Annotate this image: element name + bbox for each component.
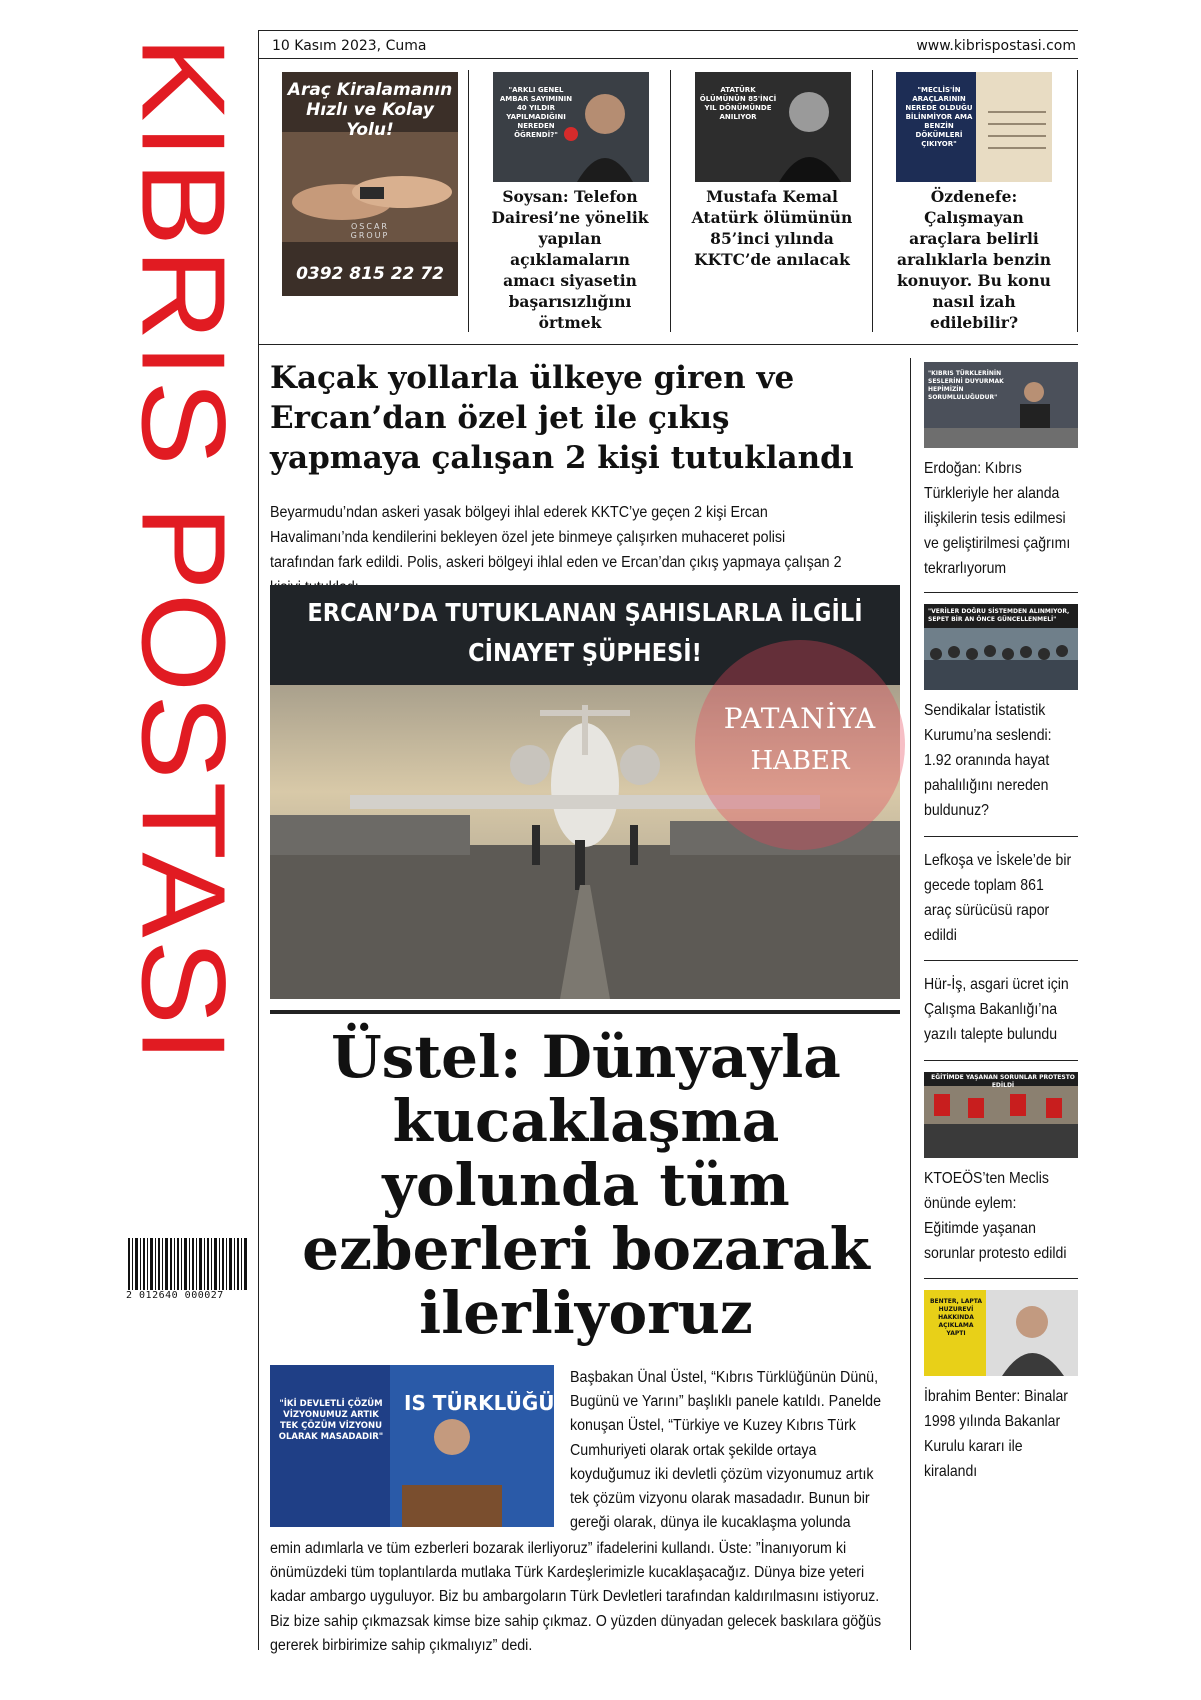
- ad-headline: Araç Kiralamanın Hızlı ve Kolay Yolu!: [287, 80, 453, 140]
- teaser-3-photo-caption: "MECLİS'İN ARAÇLARININ NEREDE OLDUĞU BİLİNMİYOR AMA BENZİN DÖKÜMLERİ ÇIKIYOR": [905, 86, 973, 148]
- watermark-line-1: PATANİYA: [723, 702, 877, 735]
- masthead: [116, 36, 252, 1236]
- ad-phone: 0392 815 22 72: [296, 264, 444, 284]
- speaker-at-podium-image: [270, 1365, 572, 1527]
- sidebar-4-title[interactable]: Hür-İş, asgari ücret için Çalışma Bakanlığı’na yazılı talepte bulundu: [924, 976, 1069, 1043]
- sidebar-2-photo[interactable]: [924, 604, 1078, 690]
- main-headline[interactable]: Üstel: Dünyayla kucaklaşma yolunda tüm ezberleri bozarak ilerliyoruz: [302, 1023, 870, 1347]
- teaser-2-photo[interactable]: [695, 72, 851, 182]
- sidebar-divider: [924, 1278, 1078, 1279]
- barcode: [128, 1238, 248, 1290]
- frame-top-rule: [258, 30, 1078, 31]
- sidebar-2-photo-caption: "VERİLER DOĞRU SİSTEMDEN ALINMIYOR, SEPET BİR AN ÖNCE GÜNCELLENMELİ": [928, 608, 1070, 623]
- teaser-2-photo-caption: ATATÜRK ÖLÜMÜNÜN 85'İNCİ YIL DÖNÜMÜNDE ANILIYOR: [699, 86, 777, 121]
- sidebar-divider: [924, 836, 1078, 837]
- ad-brand-logo: OSCAR GROUP: [350, 222, 390, 240]
- teaser-3-headline[interactable]: Özdenefe: Çalışmayan araçlara belirli aralıklarla benzin konuyor. Bu konu nasıl izah edilebilir?: [896, 187, 1052, 332]
- teaser-1-headline[interactable]: Soysan: Telefon Dairesi’ne yönelik yapılan açıklamaların amacı siyasetin başarısızlığını örtmek: [491, 187, 649, 332]
- sidebar-5-title[interactable]: KTOEÖS’ten Meclis önünde eylem: Eğitimde yaşanan sorunlar protesto edildi: [924, 1170, 1067, 1262]
- sidebar-1-photo-caption: "KIBRIS TÜRKLERİNİN SESLERİNİ DUYURMAK HEPİMİZİN SORUMLULUĞUDUR": [928, 370, 1004, 401]
- sidebar-divider: [924, 1060, 1078, 1061]
- sidebar-6-photo-caption: BENTER, LAPTA HUZUREVİ HAKKINDA AÇIKLAMA YAPTI: [929, 1298, 983, 1337]
- lead-body: Beyarmudu’ndan askeri yasak bölgeyi ihlal ederek KKTC’ye geçen 2 kişi Ercan Havalimanı’nda kendilerini bekleyen özel jete binmeye çalışırken muhaceret polisi tarafından fark edildi. Polis, askeri bölgeyi ihlal eden ve Ercan’dan çıkış yapmaya çalışan 2: [270, 504, 842, 571]
- section-rule: [258, 344, 1078, 345]
- sidebar-divider: [924, 960, 1078, 961]
- teaser-2-headline[interactable]: Mustafa Kemal Atatürk ölümünün 85’inci yılında KKTC’de anılacak: [691, 187, 853, 269]
- sidebar-5-photo-caption: EĞİTİMDE YAŞANAN SORUNLAR PROTESTO EDİLDİ: [931, 1074, 1075, 1089]
- teaser-1-photo-caption: "ARKLI GENEL AMBAR SAYIMININ 40 YILDIR YAPILMADIĞINI NEREDEN ÖĞRENDİ?": [499, 86, 573, 139]
- main-body-bottom: emin adımlarla ve tüm ezberleri bozarak ilerliyoruz” ifadelerini kullandı. Üste: ”İnanıyorum ki önümüzdeki tüm toplantılarda mutlaka Türk Kardeşlerimizle kucaklaşacağız. Dünya bize yeteri kadar ambargo uyguluyor. Biz bu ambargoların Türk Devletleri tarafından kaldırılmasını istiyoruz. Biz bize sahip çıkmazsak kimse bize sahip çıkmaz. O yüzden dünyadan gelecek baskılara göğüs gererek birbirimize sahip çıkmalıyız” dedi.: [270, 1540, 882, 1654]
- teaser-3-photo[interactable]: [896, 72, 1052, 182]
- panel-backdrop-text: IS TÜRKLÜĞÜN: [404, 1391, 572, 1415]
- main-photo[interactable]: [270, 1365, 572, 1527]
- column-rule: [670, 70, 671, 332]
- sidebar-3-title[interactable]: Lefkoşa ve İskele’de bir gecede toplam 861 araç sürücüsü rapor edildi: [924, 852, 1072, 944]
- watermark-line-2: HABER: [750, 746, 850, 776]
- website-link[interactable]: www.kibrispostasi.com: [916, 38, 1076, 54]
- main-body-right: Başbakan Ünal Üstel, “Kıbrıs Türklüğünün Dünü, Bugünü ve Yarını” başlıklı panele katıldı. Panelde konuşan Üstel, “Türkiye ve Kuzey Kıbrıs Türk Cumhuriyeti olarak ortak şekilde ortaya koyduğumuz iki devletli çözüm vizyonumuz artık tek çözüm vizyonu olarak masadadır. Bunun bir gereği olarak, dünya ile kucaklaşma yolunda: [570, 1369, 882, 1532]
- column-rule: [468, 70, 469, 332]
- sidebar-rule: [910, 358, 911, 1650]
- lead-headline[interactable]: Kaçak yollarla ülkeye giren ve Ercan’dan özel jet ile çıkış yapmaya çalışan 2 kişi tutuklandı: [270, 360, 854, 476]
- sidebar-6-title[interactable]: İbrahim Benter: Binalar 1998 yılında Bakanlar Kurulu kararı ile kiralandı: [924, 1388, 1069, 1480]
- barcode-digits: 2 012640 000027: [126, 1290, 224, 1301]
- column-rule: [1077, 70, 1078, 332]
- sidebar-1-photo[interactable]: [924, 362, 1078, 448]
- main-story-rule: [270, 1010, 900, 1014]
- pataniya-watermark: [695, 640, 905, 850]
- main-photo-caption: "İKİ DEVLETLİ ÇÖZÜM VİZYONUMUZ ARTIK TEK ÇÖZÜM VİZYONU OLARAK MASADADIR": [278, 1399, 384, 1442]
- masthead-title: KIBRIS POSTASI: [116, 36, 250, 1065]
- lead-banner-line-2: CİNAYET ŞÜPHESİ!: [468, 638, 702, 667]
- teaser-1-photo[interactable]: [493, 72, 649, 182]
- sidebar-2-title[interactable]: Sendikalar İstatistik Kurumu’na seslendi: 1.92 oranında hayat pahalılığını nereden buldunuz?: [924, 702, 1052, 819]
- frame-left-rule: [258, 30, 259, 1650]
- car-rental-ad[interactable]: [282, 72, 458, 296]
- sidebar-1-title[interactable]: Erdoğan: Kıbrıs Türkleriyle her alanda ilişkilerin tesis edilmesi ve geliştirilmesi çağrımı tekrarlıyorum: [924, 460, 1071, 577]
- sidebar-divider: [924, 592, 1078, 593]
- topbar: [270, 34, 1078, 60]
- sidebar-5-photo[interactable]: [924, 1072, 1078, 1158]
- issue-date: 10 Kasım 2023, Cuma: [272, 38, 427, 54]
- sidebar-6-photo[interactable]: [924, 1290, 1078, 1376]
- column-rule: [872, 70, 873, 332]
- lead-banner-line-1: ERCAN’DA TUTUKLANAN ŞAHISLARLA İLGİLİ: [307, 598, 863, 627]
